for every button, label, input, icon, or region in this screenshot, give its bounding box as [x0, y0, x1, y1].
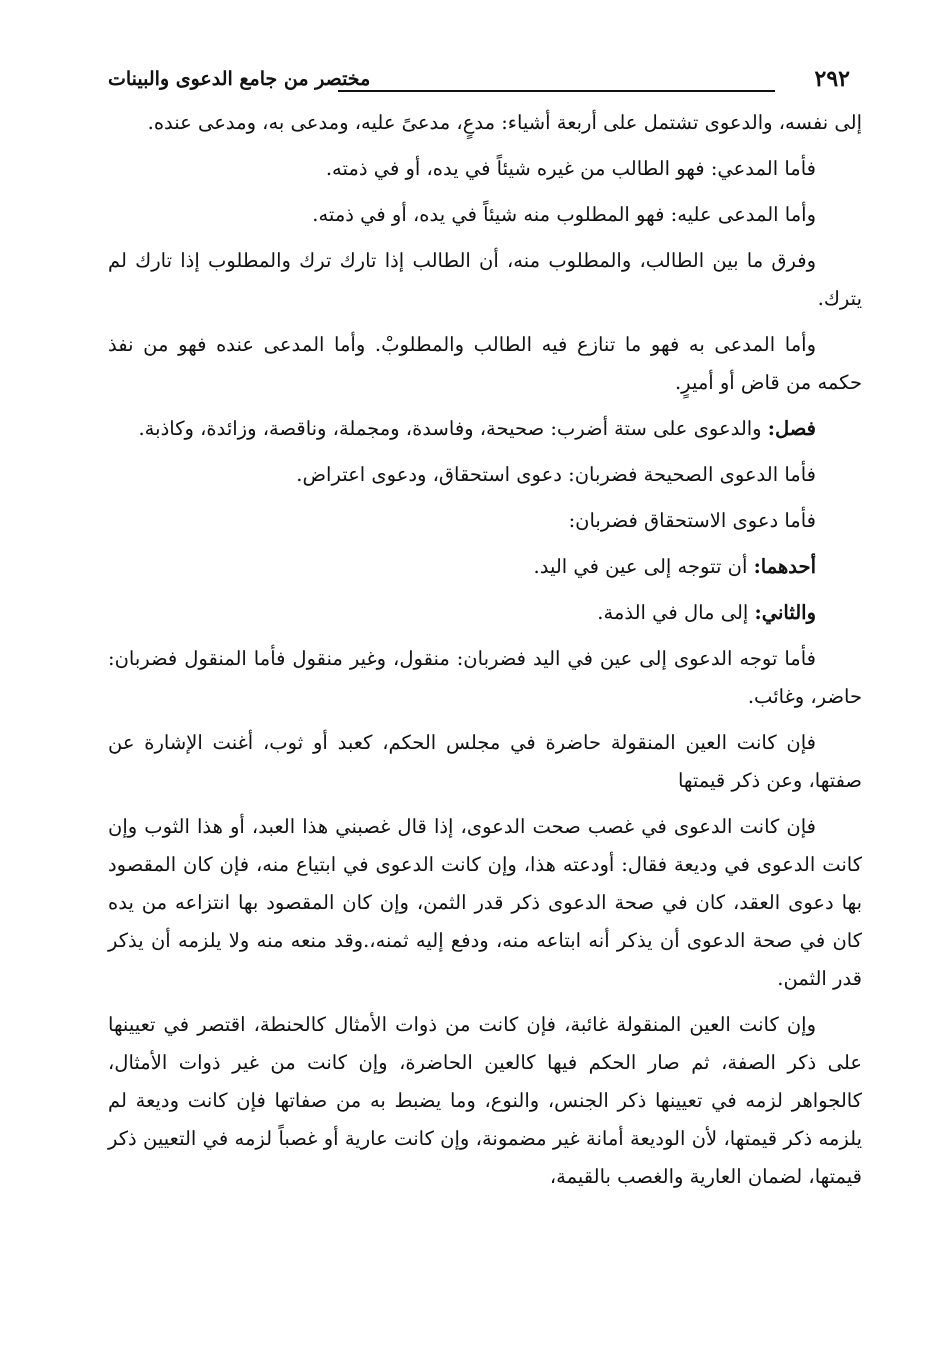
paragraph — [108, 724, 862, 800]
paragraph-text: أن تتوجه إلى عين في اليد. — [533, 555, 754, 578]
paragraph-text: فأما دعوى الاستحقاق فضربان: — [568, 509, 816, 532]
section-heading: فصل: — [767, 417, 816, 440]
paragraph — [108, 594, 862, 632]
header-rule — [338, 90, 775, 92]
paragraph — [108, 808, 862, 998]
paragraph — [108, 456, 862, 494]
paragraph-text: وأما المدعى عليه: فهو المطلوب منه شيئاً في يده، أو في ذمته. — [312, 203, 816, 226]
page-header — [108, 62, 850, 102]
paragraph-text: وأما المدعى به فهو ما تنازع فيه الطالب والمطلوبْ. وأما المدعى عنده فهو من نفذ حكمه من قاض أو أميرٍ. — [108, 333, 862, 394]
paragraph — [108, 502, 862, 540]
paragraph-text: وفرق ما بين الطالب، والمطلوب منه، أن الطالب إذا تارك ترك والمطلوب إذا تارك لم يترك. — [108, 249, 862, 310]
running-title: مختصر من جامع الدعوى والبينات — [108, 68, 371, 90]
paragraph-text: فأما المدعي: فهو الطالب من غيره شيئاً في يده، أو في ذمته. — [325, 157, 816, 180]
paragraph-text: والدعوى على ستة أضرب: صحيحة، وفاسدة، ومجملة، وناقصة، وزائدة، وكاذبة. — [138, 417, 768, 440]
paragraph — [108, 242, 862, 318]
paragraph-text: فأما الدعوى الصحيحة فضربان: دعوى استحقاق، ودعوى اعتراض. — [296, 463, 816, 486]
paragraph-lead: أحدهما: — [753, 555, 816, 578]
paragraph — [108, 548, 862, 586]
paragraph — [108, 150, 862, 188]
page-number: ٢٩٢ — [814, 66, 850, 92]
section-paragraph — [108, 410, 862, 448]
paragraph-text: إلى مال في الذمة. — [597, 601, 755, 624]
paragraph-text: فأما توجه الدعوى إلى عين في اليد فضربان: منقول، وغير منقول فأما المنقول فضربان: حاضر، وغائب. — [108, 647, 862, 708]
paragraph — [108, 326, 862, 402]
paragraph-text: فإن كانت الدعوى في غصب صحت الدعوى، إذا قال غصبني هذا العبد، أو هذا الثوب وإن كانت الدعوى في وديعة فقال: أودعته هذا، وإن كانت الدعوى في ابتياع منه، فإن كان المقصود بها دعوى العقد، كان في صحة الدعوى ذكر قدر الثمن، وإن كان المقصود بها انتزاعه من يده كان في صحة الدعوى أن يذكر أنه ابتاعه منه، ودفع إليه ثمنه،.وقد منعه منه ولا يلزمه أن يذكر قدر الثمن. — [108, 815, 862, 990]
page-body — [108, 104, 862, 1204]
paragraph-text: إلى نفسه، والدعوى تشتمل على أربعة أشياء: مدعٍ، مدعىً عليه، ومدعى به، ومدعى عنده. — [147, 111, 862, 134]
paragraph — [108, 1006, 862, 1196]
paragraph — [108, 104, 862, 142]
paragraph — [108, 640, 862, 716]
paragraph-lead: والثاني: — [754, 601, 816, 624]
paragraph-text: وإن كانت العين المنقولة غائبة، فإن كانت من ذوات الأمثال كالحنطة، اقتصر في تعيينها على ذكر الصفة، ثم صار الحكم فيها كالعين الحاضرة، وإن كانت من غير ذوات الأمثال، كالجواهر لزمه في تعيينها ذكر الجنس، والنوع، وما يضبط به من صفاتها فإن كانت وديعة لم يلزمه ذكر قيمتها، لأن الوديعة أمانة غير مضمونة، وإن كانت عارية أو غصباً لزمه في التعيين ذكر قيمتها، لضمان العارية والغصب بالقيمة، — [108, 1013, 862, 1188]
paragraph-text: فإن كانت العين المنقولة حاضرة في مجلس الحكم، كعبد أو ثوب، أغنت الإشارة عن صفتها، وعن ذكر قيمتها — [108, 731, 862, 792]
paragraph — [108, 196, 862, 234]
